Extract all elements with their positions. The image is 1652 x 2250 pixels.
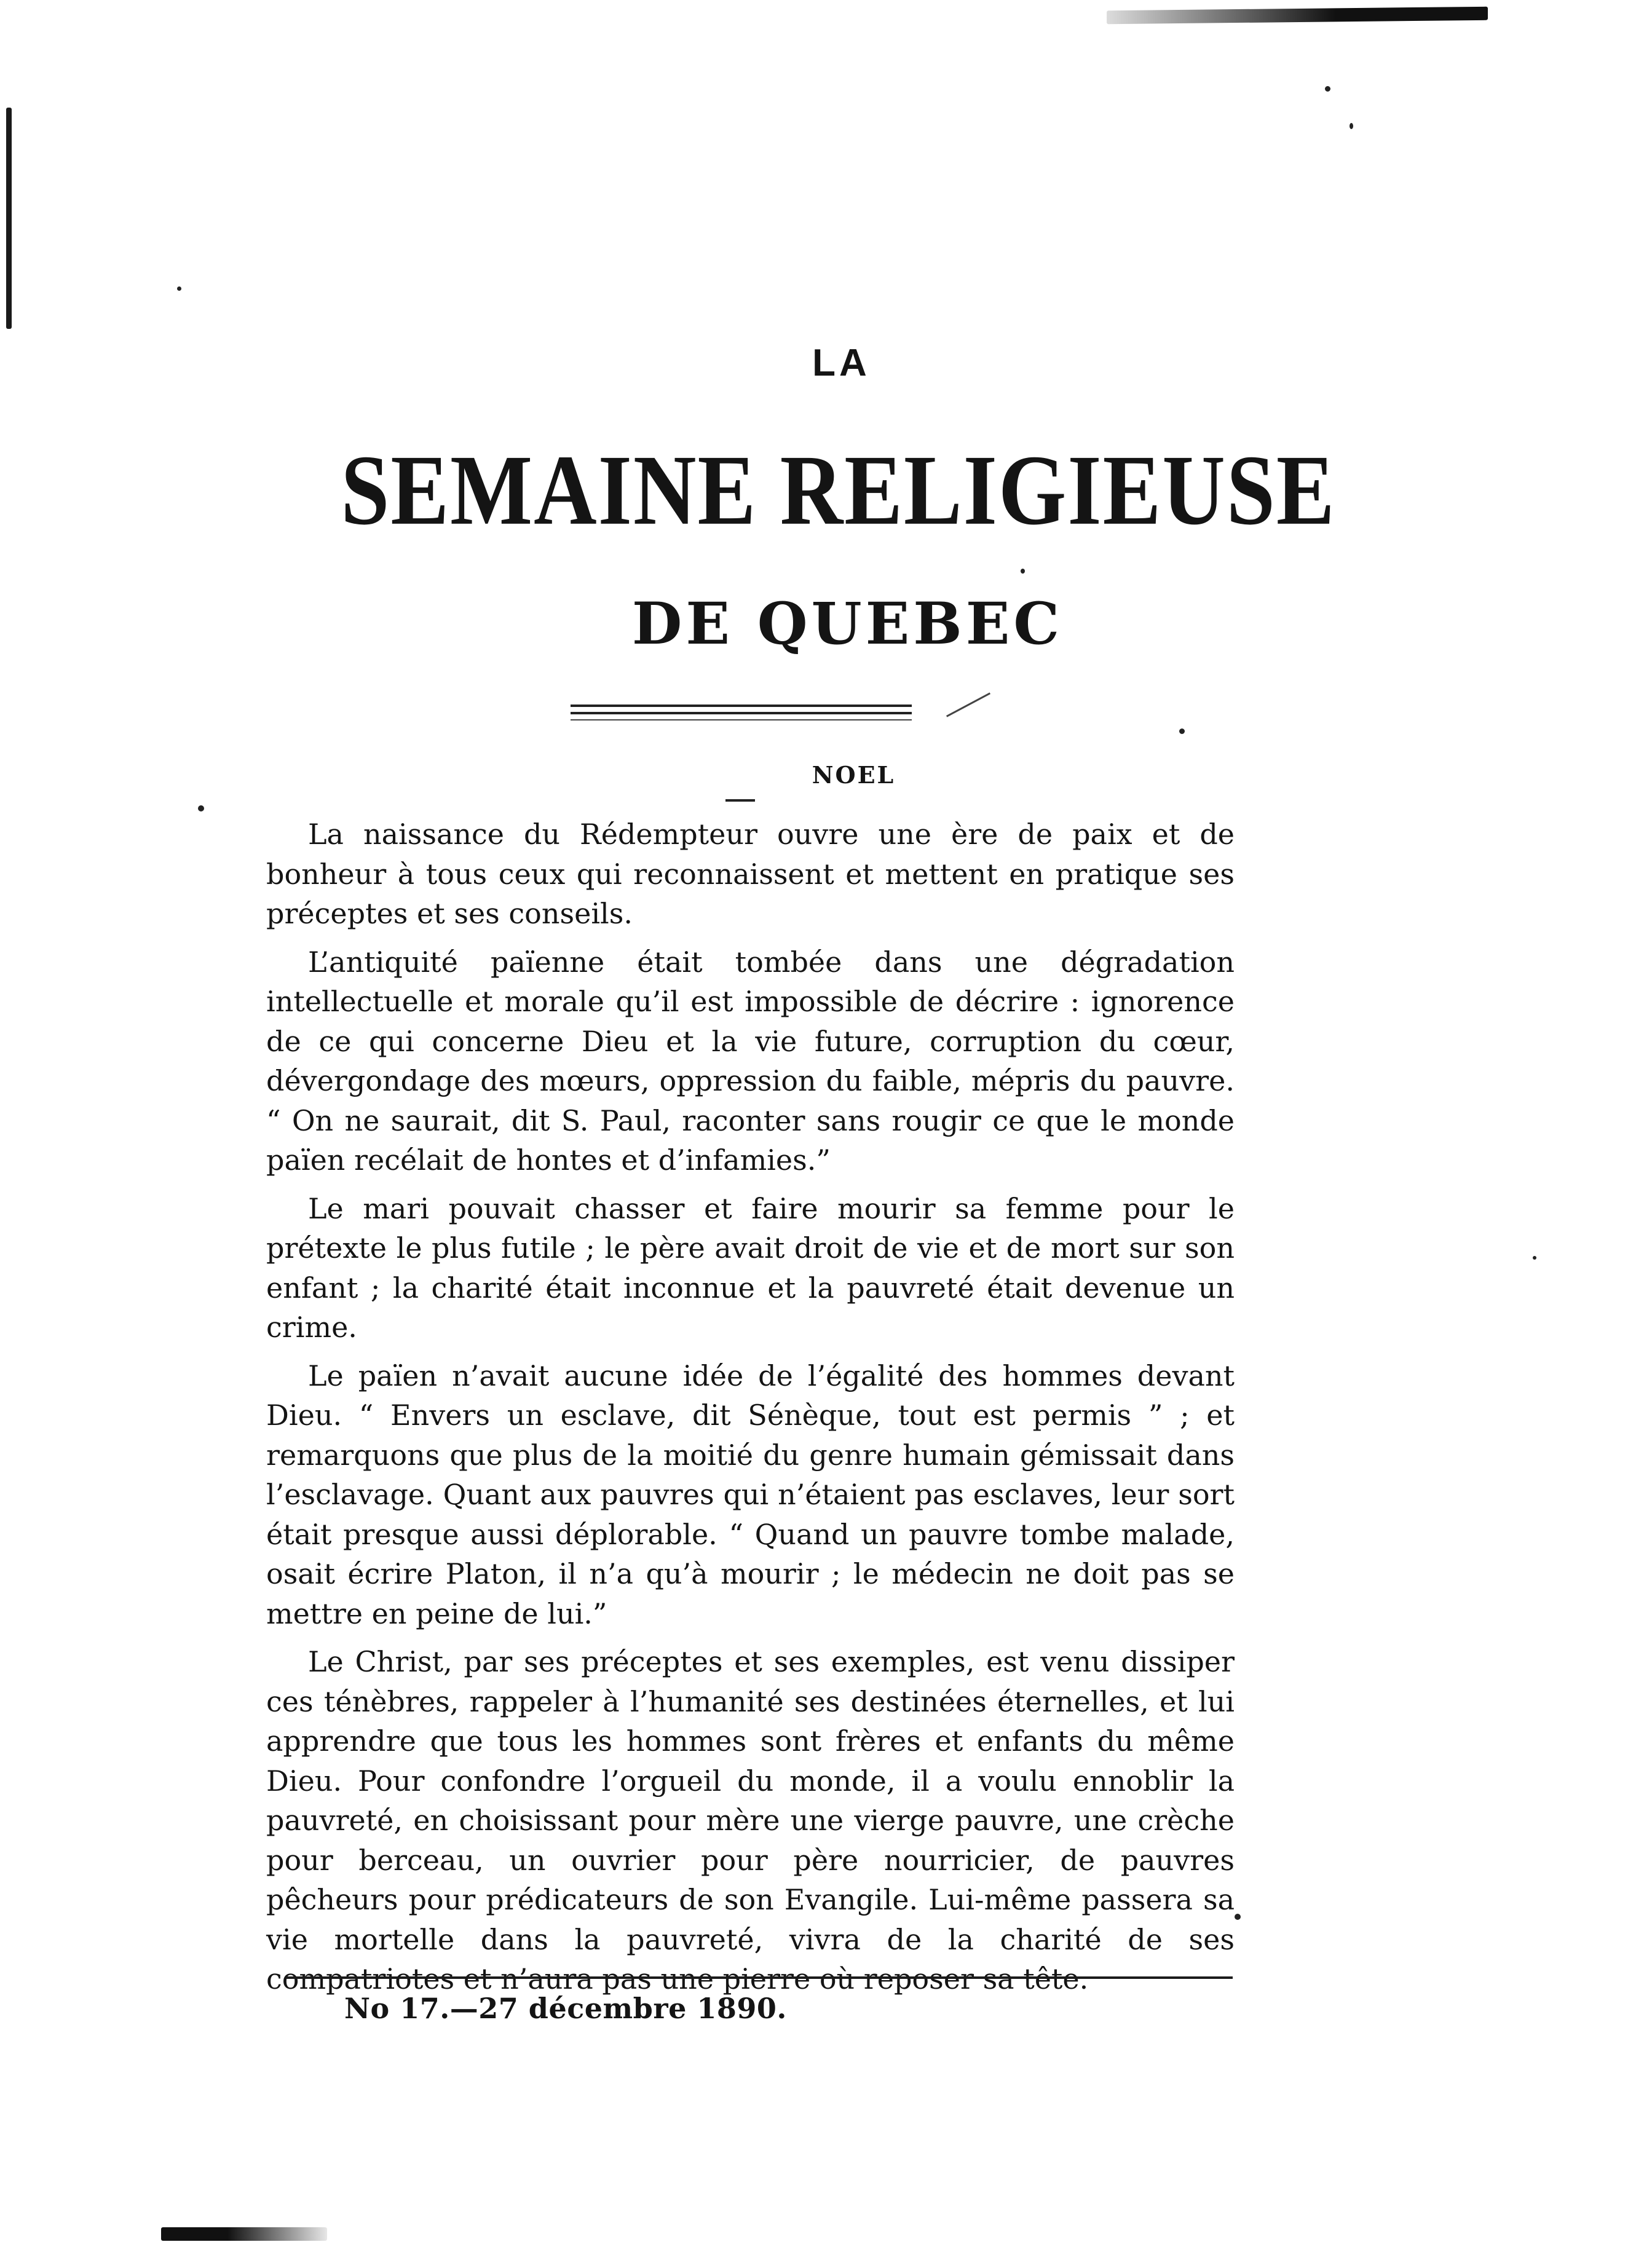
- masthead-title: SEMAINE RELIGIEUSE: [341, 433, 1336, 546]
- article-paragraph: La naissance du Rédempteur ouvre une ère de paix et de bonheur à tous ceux qui reconnaissent et mettent en pratique ses préceptes et ses conseils.: [266, 818, 1235, 930]
- scan-speck: [198, 805, 204, 811]
- masthead-rule: [571, 712, 912, 714]
- article-paragraph: Le païen n’avait aucune idée de l’égalité des hommes devant Dieu. “ Envers un esclave, dit Sénèque, tout est permis ” ; et remarquons que plus de la moitié du genre humain gémissait dans l’esclavage. Quant aux pauvres qui n’étaient pas esclaves, leur sort était presque aussi déplorable. “ Quand un pauvre tombe malade, osait écrire Platon, il n’a qu’à mourir ; le médecin ne doit pas se mettre en peine de lui.”: [266, 1359, 1235, 1630]
- article-heading: NOEL: [812, 761, 896, 789]
- scan-artifact-top-bar: [1107, 7, 1488, 24]
- masthead-rule: [571, 719, 912, 720]
- footer-rule: [286, 1976, 1233, 1979]
- article-paragraph: Le mari pouvait chasser et faire mourir sa femme pour le prétexte le plus futile ; le père avait droit de vie et de mort sur son enfant ; la charité était inconnue et la pauvreté était devenue un crime.: [266, 1191, 1235, 1344]
- scan-artifact-bottom-bar: [161, 2227, 327, 2241]
- scan-speck: [1350, 123, 1353, 129]
- article-paragraph: Le Christ, par ses préceptes et ses exemples, est venu dissiper ces ténèbres, rappeler à l’humanité ses destinées éternelles, et lui apprendre que tous les hommes sont frères et enfants du même Dieu. Pour confondre l’orgueil du monde, il a voulu ennoblir la pauvreté, en choisissant pour mère une vierge pauvre, une crèche pour berceau, un ouvrier pour père nourricier, de pauvres pêcheurs pour prédicateurs de son Evangile. Lui-même passera sa vie mortelle dans la pauvreté, vivra de la charité de ses compatriotes et n’aura pas une pierre où reposer sa tête.: [266, 1645, 1235, 1995]
- scan-speck: [177, 286, 181, 291]
- masthead-subtitle: DE QUEBEC: [631, 590, 1064, 658]
- masthead-la: LA: [812, 342, 871, 384]
- scan-artifact-left-edge: [6, 108, 12, 329]
- masthead-rule: [571, 705, 912, 707]
- scan-speck: [1235, 1914, 1241, 1920]
- heading-divider: [725, 799, 755, 802]
- scan-speck: [1179, 728, 1185, 734]
- scan-speck: [1325, 86, 1330, 92]
- article-paragraph: L’antiquité païenne était tombée dans une dégradation intellectuelle et morale qu’il est impossible de décrire : ignorence de ce qui concerne Dieu et la vie future, corruption du cœur, dévergondage des mœurs, oppression du faible, mépris du pauvre. “ On ne saurait, dit S. Paul, raconter sans rougir ce que le monde païen recélait de hontes et d’infamies.”: [266, 945, 1235, 1177]
- article-body: [266, 815, 1235, 2008]
- scan-speck: [1533, 1256, 1536, 1260]
- scan-speck: [1021, 569, 1025, 574]
- scan-artifact-tick: [946, 692, 990, 717]
- issue-number: No 17.—27 décembre 1890.: [344, 1992, 787, 2025]
